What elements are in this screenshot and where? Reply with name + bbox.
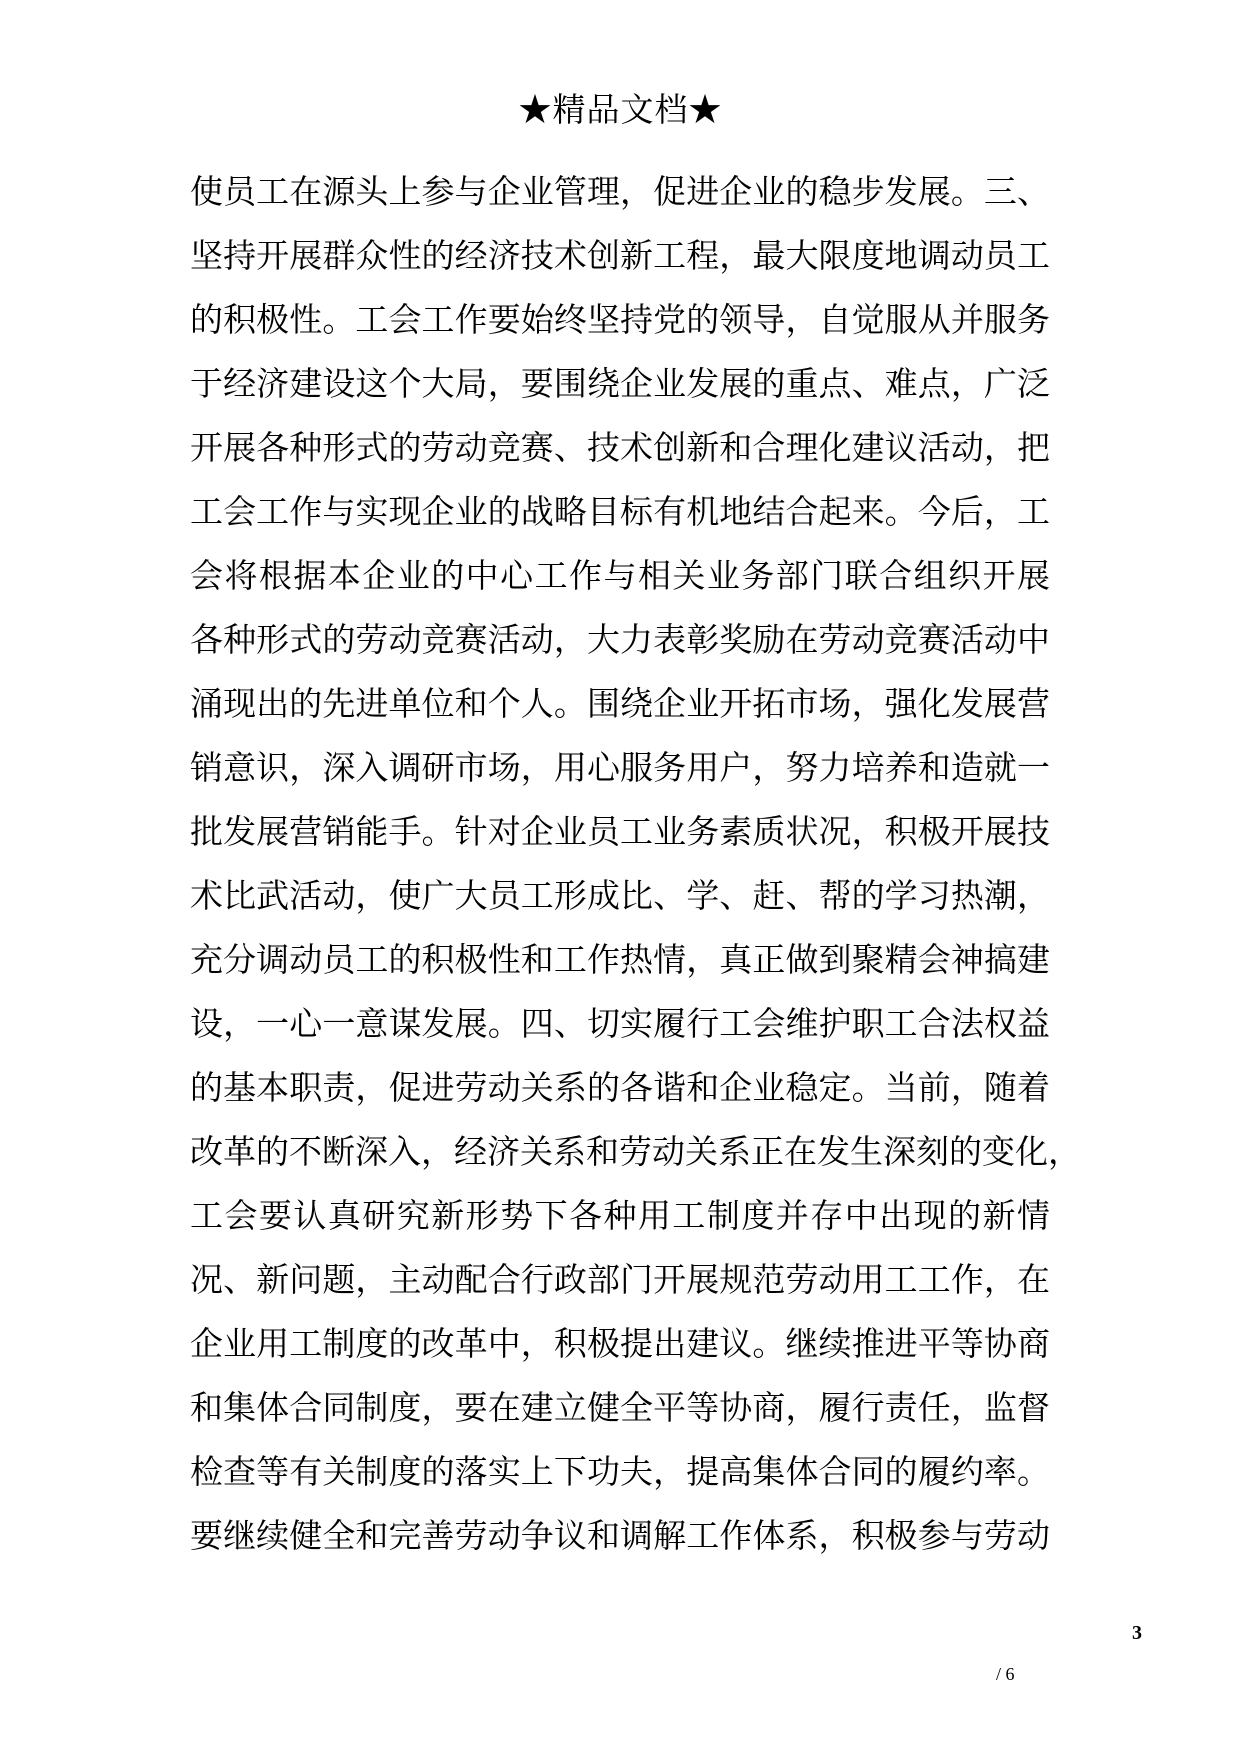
text-line: 工会要认真研究新形势下各种用工制度并存中出现的新情 (190, 1196, 1050, 1235)
text-line: 会将根据本企业的中心工作与相关业务部门联合组织开展 (190, 556, 1050, 595)
text-line: 的积极性。工会工作要始终坚持党的领导，自觉服从并服务 (190, 300, 1050, 339)
text-line: 的基本职责，促进劳动关系的各谐和企业稳定。当前，随着 (190, 1068, 1050, 1107)
text-line: 使员工在源头上参与企业管理，促进企业的稳步发展。三、 (190, 172, 1050, 211)
text-line: 充分调动员工的积极性和工作热情，真正做到聚精会神搞建 (190, 940, 1050, 979)
text-line: 企业用工制度的改革中，积极提出建议。继续推进平等协商 (190, 1324, 1050, 1363)
text-line: 和集体合同制度，要在建立健全平等协商，履行责任，监督 (190, 1388, 1050, 1427)
page-number: 3 (1132, 1622, 1142, 1644)
text-line: 批发展营销能手。针对企业员工业务素质状况，积极开展技 (190, 812, 1050, 851)
text-line: 工会工作与实现企业的战略目标有机地结合起来。今后，工 (190, 492, 1050, 531)
page-header-title: ★精品文档★ (518, 90, 723, 129)
text-line: 涌现出的先进单位和个人。围绕企业开拓市场，强化发展营 (190, 684, 1050, 723)
text-line: 开展各种形式的劳动竞赛、技术创新和合理化建议活动，把 (190, 428, 1050, 467)
text-line: 坚持开展群众性的经济技术创新工程，最大限度地调动员工 (190, 236, 1050, 275)
text-line: 销意识，深入调研市场，用心服务用户，努力培养和造就一 (190, 748, 1050, 787)
text-line: 要继续健全和完善劳动争议和调解工作体系，积极参与劳动 (190, 1516, 1050, 1555)
text-line: 检查等有关制度的落实上下功夫，提高集体合同的履约率。 (190, 1452, 1050, 1491)
text-line: 况、新问题，主动配合行政部门开展规范劳动用工工作，在 (190, 1260, 1050, 1299)
page-total: / 6 (996, 1664, 1015, 1684)
text-line: 设，一心一意谋发展。四、切实履行工会维护职工合法权益 (190, 1004, 1050, 1043)
text-line: 改革的不断深入，经济关系和劳动关系正在发生深刻的变化， (190, 1132, 1081, 1171)
text-line: 术比武活动，使广大员工形成比、学、赶、帮的学习热潮， (190, 876, 1050, 915)
document-body (190, 160, 1081, 1568)
text-line: 于经济建设这个大局，要围绕企业发展的重点、难点，广泛 (190, 364, 1050, 403)
text-line: 各种形式的劳动竞赛活动，大力表彰奖励在劳动竞赛活动中 (190, 620, 1050, 659)
